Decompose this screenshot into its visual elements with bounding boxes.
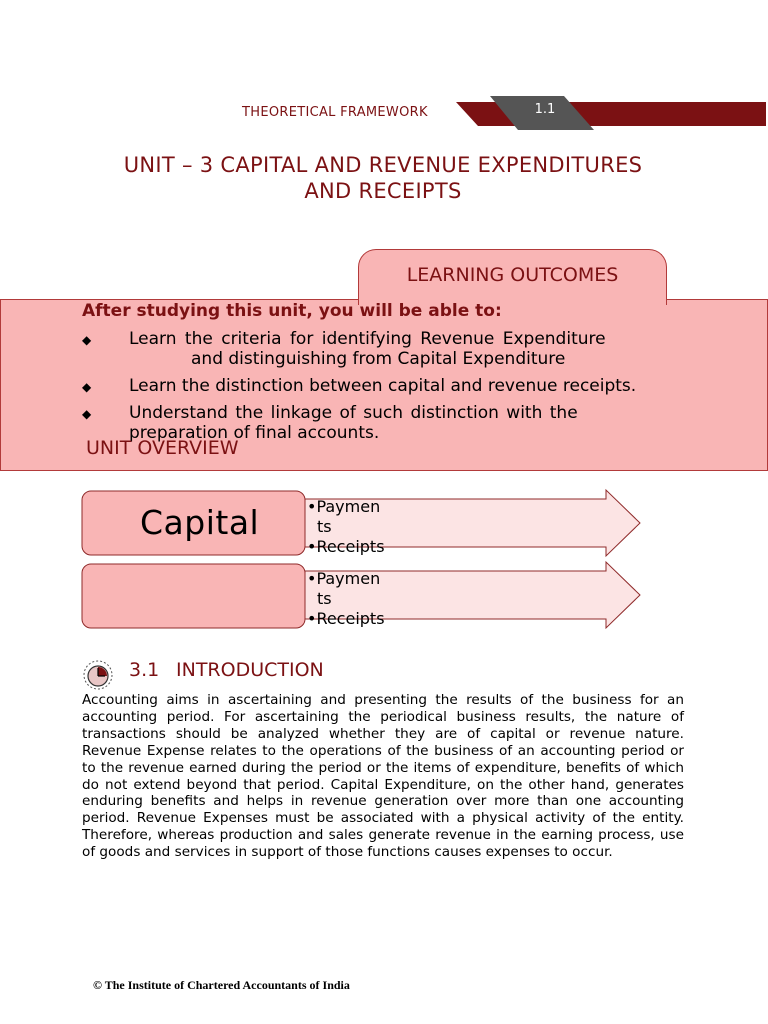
- capital-box-label: Capital: [140, 503, 260, 542]
- section-number: 3.1: [129, 659, 160, 681]
- footer-copyright: © The Institute of Chartered Accountants of India: [93, 978, 350, 992]
- arrow-items: [307, 569, 417, 627]
- diamond-bullet-icon: ◆: [82, 380, 92, 394]
- section-title: THEORETICAL FRAMEWORK: [242, 105, 428, 120]
- arrow-item: •Paymen: [307, 569, 381, 588]
- header-bar: [456, 96, 766, 132]
- outcome-line: Learn the distinction between capital and revenue receipts.: [129, 376, 637, 396]
- unit-title: [60, 152, 706, 204]
- outcome-item: [129, 329, 689, 369]
- outcome-line: and distinguishing from Capital Expenditure: [191, 349, 566, 369]
- arrow-item: •Receipts: [307, 609, 385, 627]
- outcome-line: Understand the linkage of such distinction with the: [129, 403, 578, 423]
- learning-outcomes-label: LEARNING OUTCOMES: [406, 264, 619, 286]
- diamond-bullet-icon: ◆: [82, 333, 92, 347]
- unit-title-line1: UNIT – 3 CAPITAL AND REVENUE EXPENDITURES: [123, 153, 643, 177]
- arrow-items: [307, 497, 417, 555]
- diamond-bullet-icon: ◆: [82, 407, 92, 421]
- page-number: 1.1: [534, 102, 556, 117]
- unit-title-line2: AND RECEIPTS: [304, 179, 462, 203]
- outcome-line: Learn the criteria for identifying Revenue Expenditure: [129, 329, 606, 349]
- outcome-item: [129, 376, 689, 396]
- arrow-item: •Paymen: [307, 497, 381, 516]
- arrow-item: ts: [317, 517, 332, 536]
- section-title-introduction: INTRODUCTION: [176, 659, 324, 681]
- introduction-paragraph: Accounting aims in ascertaining and presenting the results of the business for an accounting period. For ascertaining the periodical business results, the nature of transactions should be analyzed whether they are of capital or revenue nature. Revenue Expense relates to the operations of the business of an accounting period or to the revenue earned during the period or the items of expenditure, benefits of which do not extend beyond that period. Capital Expenditure, on the other hand, generates enduring benefits and helps in revenue generation over more than one accounting period. Revenue Expenses must be associated with a physical activity of the entity. Therefore, whereas production and sales generate revenue in the earning process, use of goods and services in support of those functions causes expenses to occur.: [82, 692, 684, 861]
- arrow-item: ts: [317, 589, 332, 608]
- unit-overview-heading: UNIT OVERVIEW: [86, 437, 239, 459]
- outcome-line: preparation of final accounts.: [129, 423, 380, 443]
- arrow-item: •Receipts: [307, 537, 385, 555]
- clock-icon: [82, 659, 114, 691]
- learning-outcomes-heading: After studying this unit, you will be able to:: [82, 301, 502, 321]
